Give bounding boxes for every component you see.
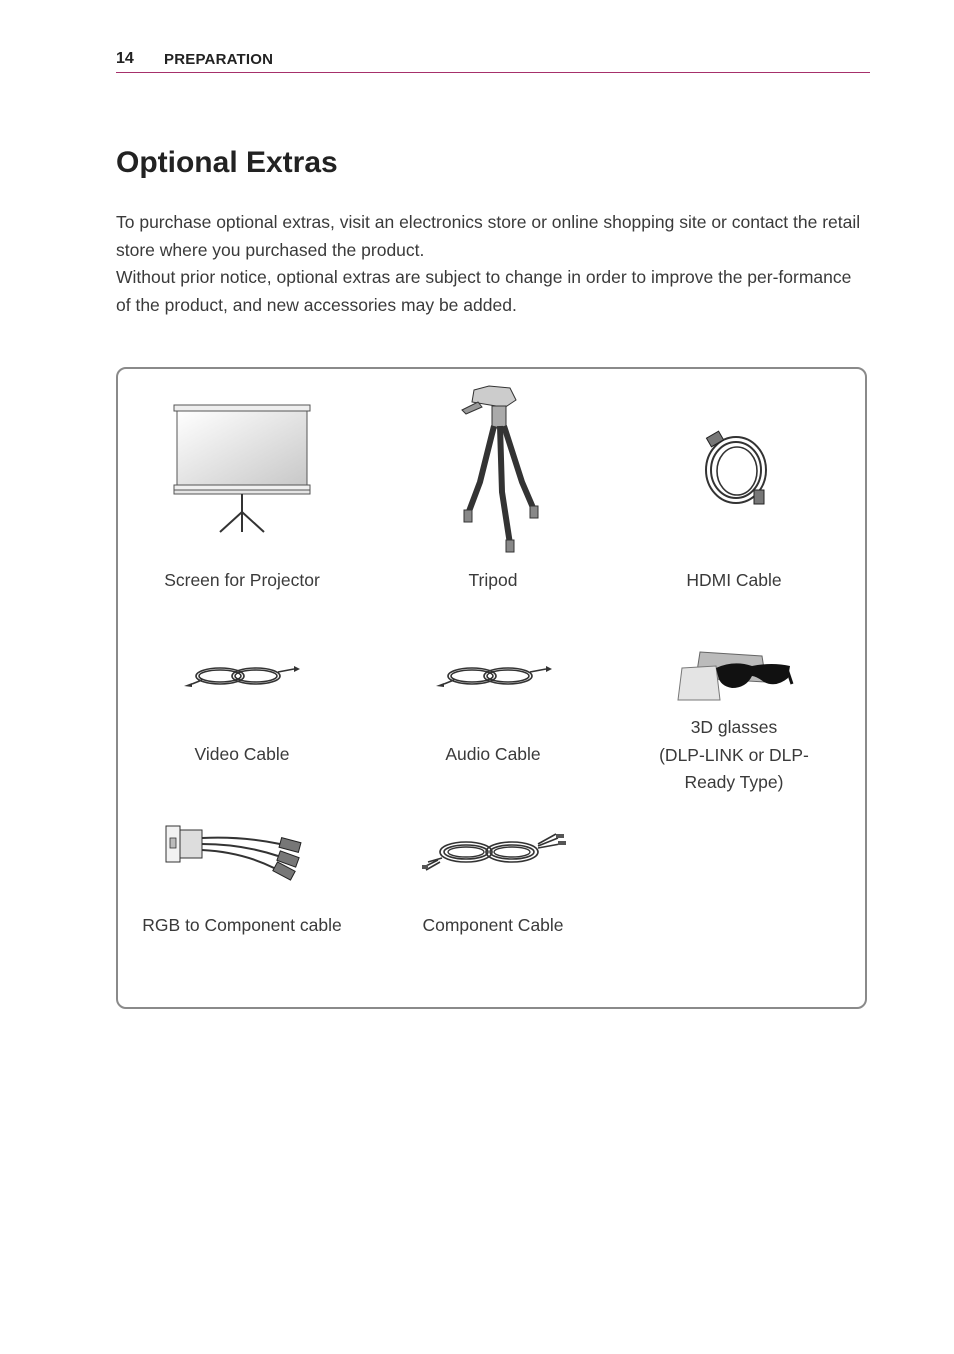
intro-text: [116, 209, 868, 319]
item-label-tripod: Tripod: [468, 570, 518, 590]
item-label-3d-glasses-line-3: Ready Type): [684, 772, 784, 792]
item-label-component-cable: Component Cable: [422, 915, 564, 935]
page-title: Optional Extras: [116, 146, 338, 179]
page-number: 14: [116, 50, 134, 67]
item-label-hdmi-cable: HDMI Cable: [686, 570, 782, 590]
intro-paragraph-1: To purchase optional extras, visit an electronics store or online shopping site or contact the retail store where you purchased the product.: [116, 212, 861, 260]
item-label-3d-glasses-line-1: 3D glasses: [690, 717, 778, 737]
intro-paragraph-2: Without prior notice, optional extras are subject to change in order to improve the per-formance of the product, and new accessories may be added.: [116, 267, 852, 315]
section-name: PREPARATION: [164, 51, 274, 68]
item-label-3d-glasses: [614, 714, 854, 797]
item-label-3d-glasses-line-2: (DLP-LINK or DLP-: [659, 744, 809, 765]
page-header: [116, 48, 870, 73]
item-label-video-cable: Video Cable: [194, 744, 290, 764]
item-label-rgb-to-component-cable: RGB to Component cable: [142, 915, 342, 935]
item-label-audio-cable: Audio Cable: [445, 744, 541, 764]
item-label-screen-for-projector: Screen for Projector: [164, 570, 320, 590]
